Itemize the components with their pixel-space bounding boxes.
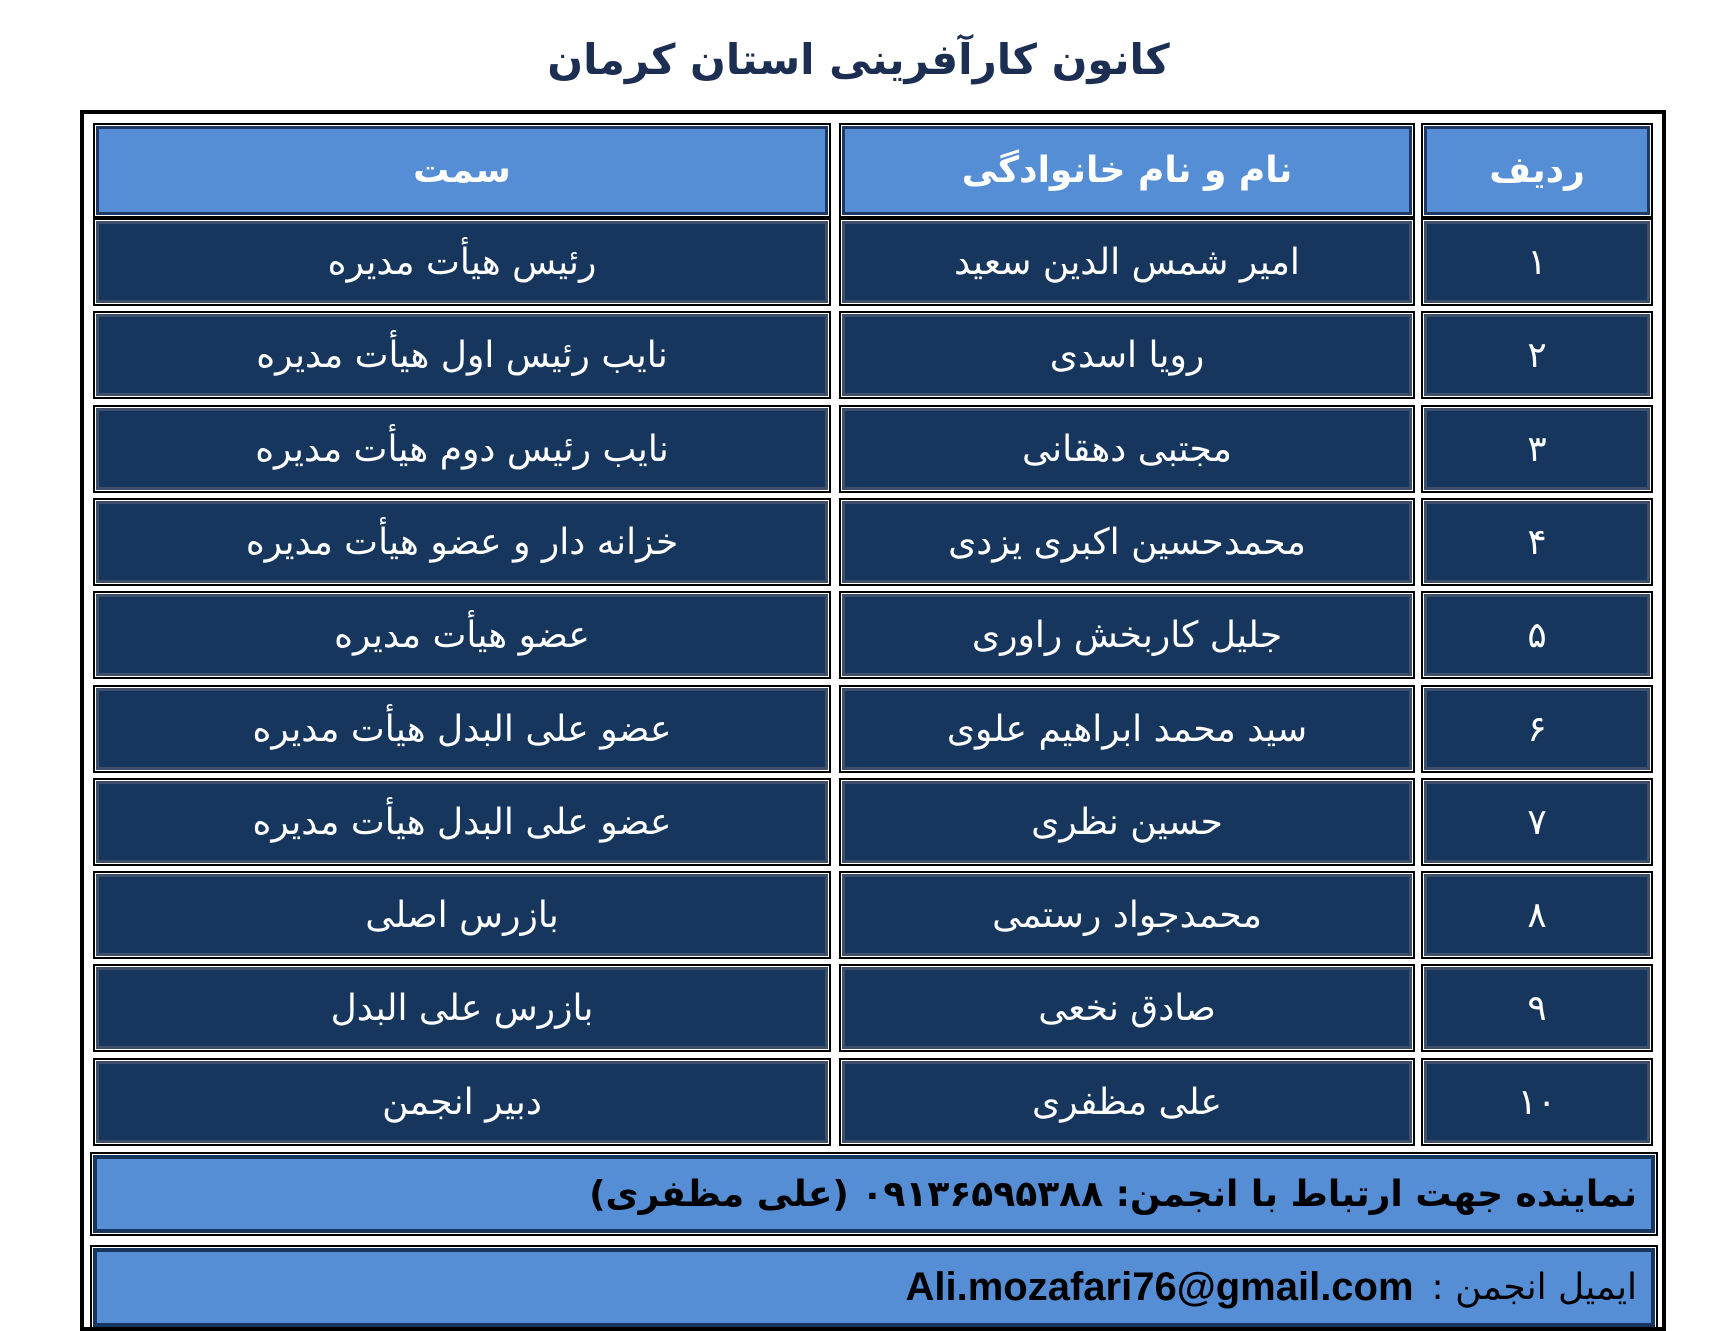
position-cell: بازرس اصلی [96, 874, 828, 956]
row-number-cell: ۶ [1424, 688, 1650, 770]
email-address-link[interactable]: Ali.mozafari76@gmail.com [905, 1265, 1414, 1309]
row-number-cell: ۷ [1424, 781, 1650, 863]
position-cell: نایب رئیس اول هیأت مدیره [96, 314, 828, 396]
row-number-cell: ۲ [1424, 314, 1650, 396]
position-cell: دبیر انجمن [96, 1061, 828, 1143]
full-name-cell: محمدحسین اکبری یزدی [842, 501, 1412, 583]
row-number-cell: ۹ [1424, 967, 1650, 1049]
position-cell: بازرس علی البدل [96, 967, 828, 1049]
position-cell: رئیس هیأت مدیره [96, 221, 828, 303]
full-name-cell: محمدجواد رستمی [842, 874, 1412, 956]
row-number-cell: ۵ [1424, 594, 1650, 676]
full-name-cell: سید محمد ابراهیم علوی [842, 688, 1412, 770]
full-name-cell: جلیل کاربخش راوری [842, 594, 1412, 676]
row-number-cell: ۸ [1424, 874, 1650, 956]
full-name-cell: مجتبی دهقانی [842, 408, 1412, 490]
page-title: کانون کارآفرینی استان کرمان [547, 35, 1170, 84]
position-cell: عضو هیأت مدیره [96, 594, 828, 676]
row-number-cell: ۱ [1424, 221, 1650, 303]
position-cell: خزانه دار و عضو هیأت مدیره [96, 501, 828, 583]
full-name-cell: حسین نظری [842, 781, 1412, 863]
header-full-name: نام و نام خانوادگی [842, 126, 1412, 215]
header-position: سمت [96, 126, 828, 215]
position-cell: نایب رئیس دوم هیأت مدیره [96, 408, 828, 490]
contact-bar [93, 1155, 1655, 1233]
contact-text: نماینده جهت ارتباط با انجمن: ۰۹۱۳۶۵۹۵۳۸۸ (علی مظفری) [589, 1173, 1637, 1215]
header-row-number: ردیف [1424, 126, 1650, 215]
position-cell: عضو علی البدل هیأت مدیره [96, 781, 828, 863]
full-name-cell: صادق نخعی [842, 967, 1412, 1049]
email-label: ایمیل انجمن : [1431, 1267, 1637, 1308]
full-name-cell: علی مظفری [842, 1061, 1412, 1143]
full-name-cell: امیر شمس الدین سعید [842, 221, 1412, 303]
email-bar [93, 1248, 1655, 1327]
row-number-cell: ۳ [1424, 408, 1650, 490]
row-number-cell: ۴ [1424, 501, 1650, 583]
row-number-cell: ۱۰ [1424, 1061, 1650, 1143]
position-cell: عضو علی البدل هیأت مدیره [96, 688, 828, 770]
full-name-cell: رویا اسدی [842, 314, 1412, 396]
